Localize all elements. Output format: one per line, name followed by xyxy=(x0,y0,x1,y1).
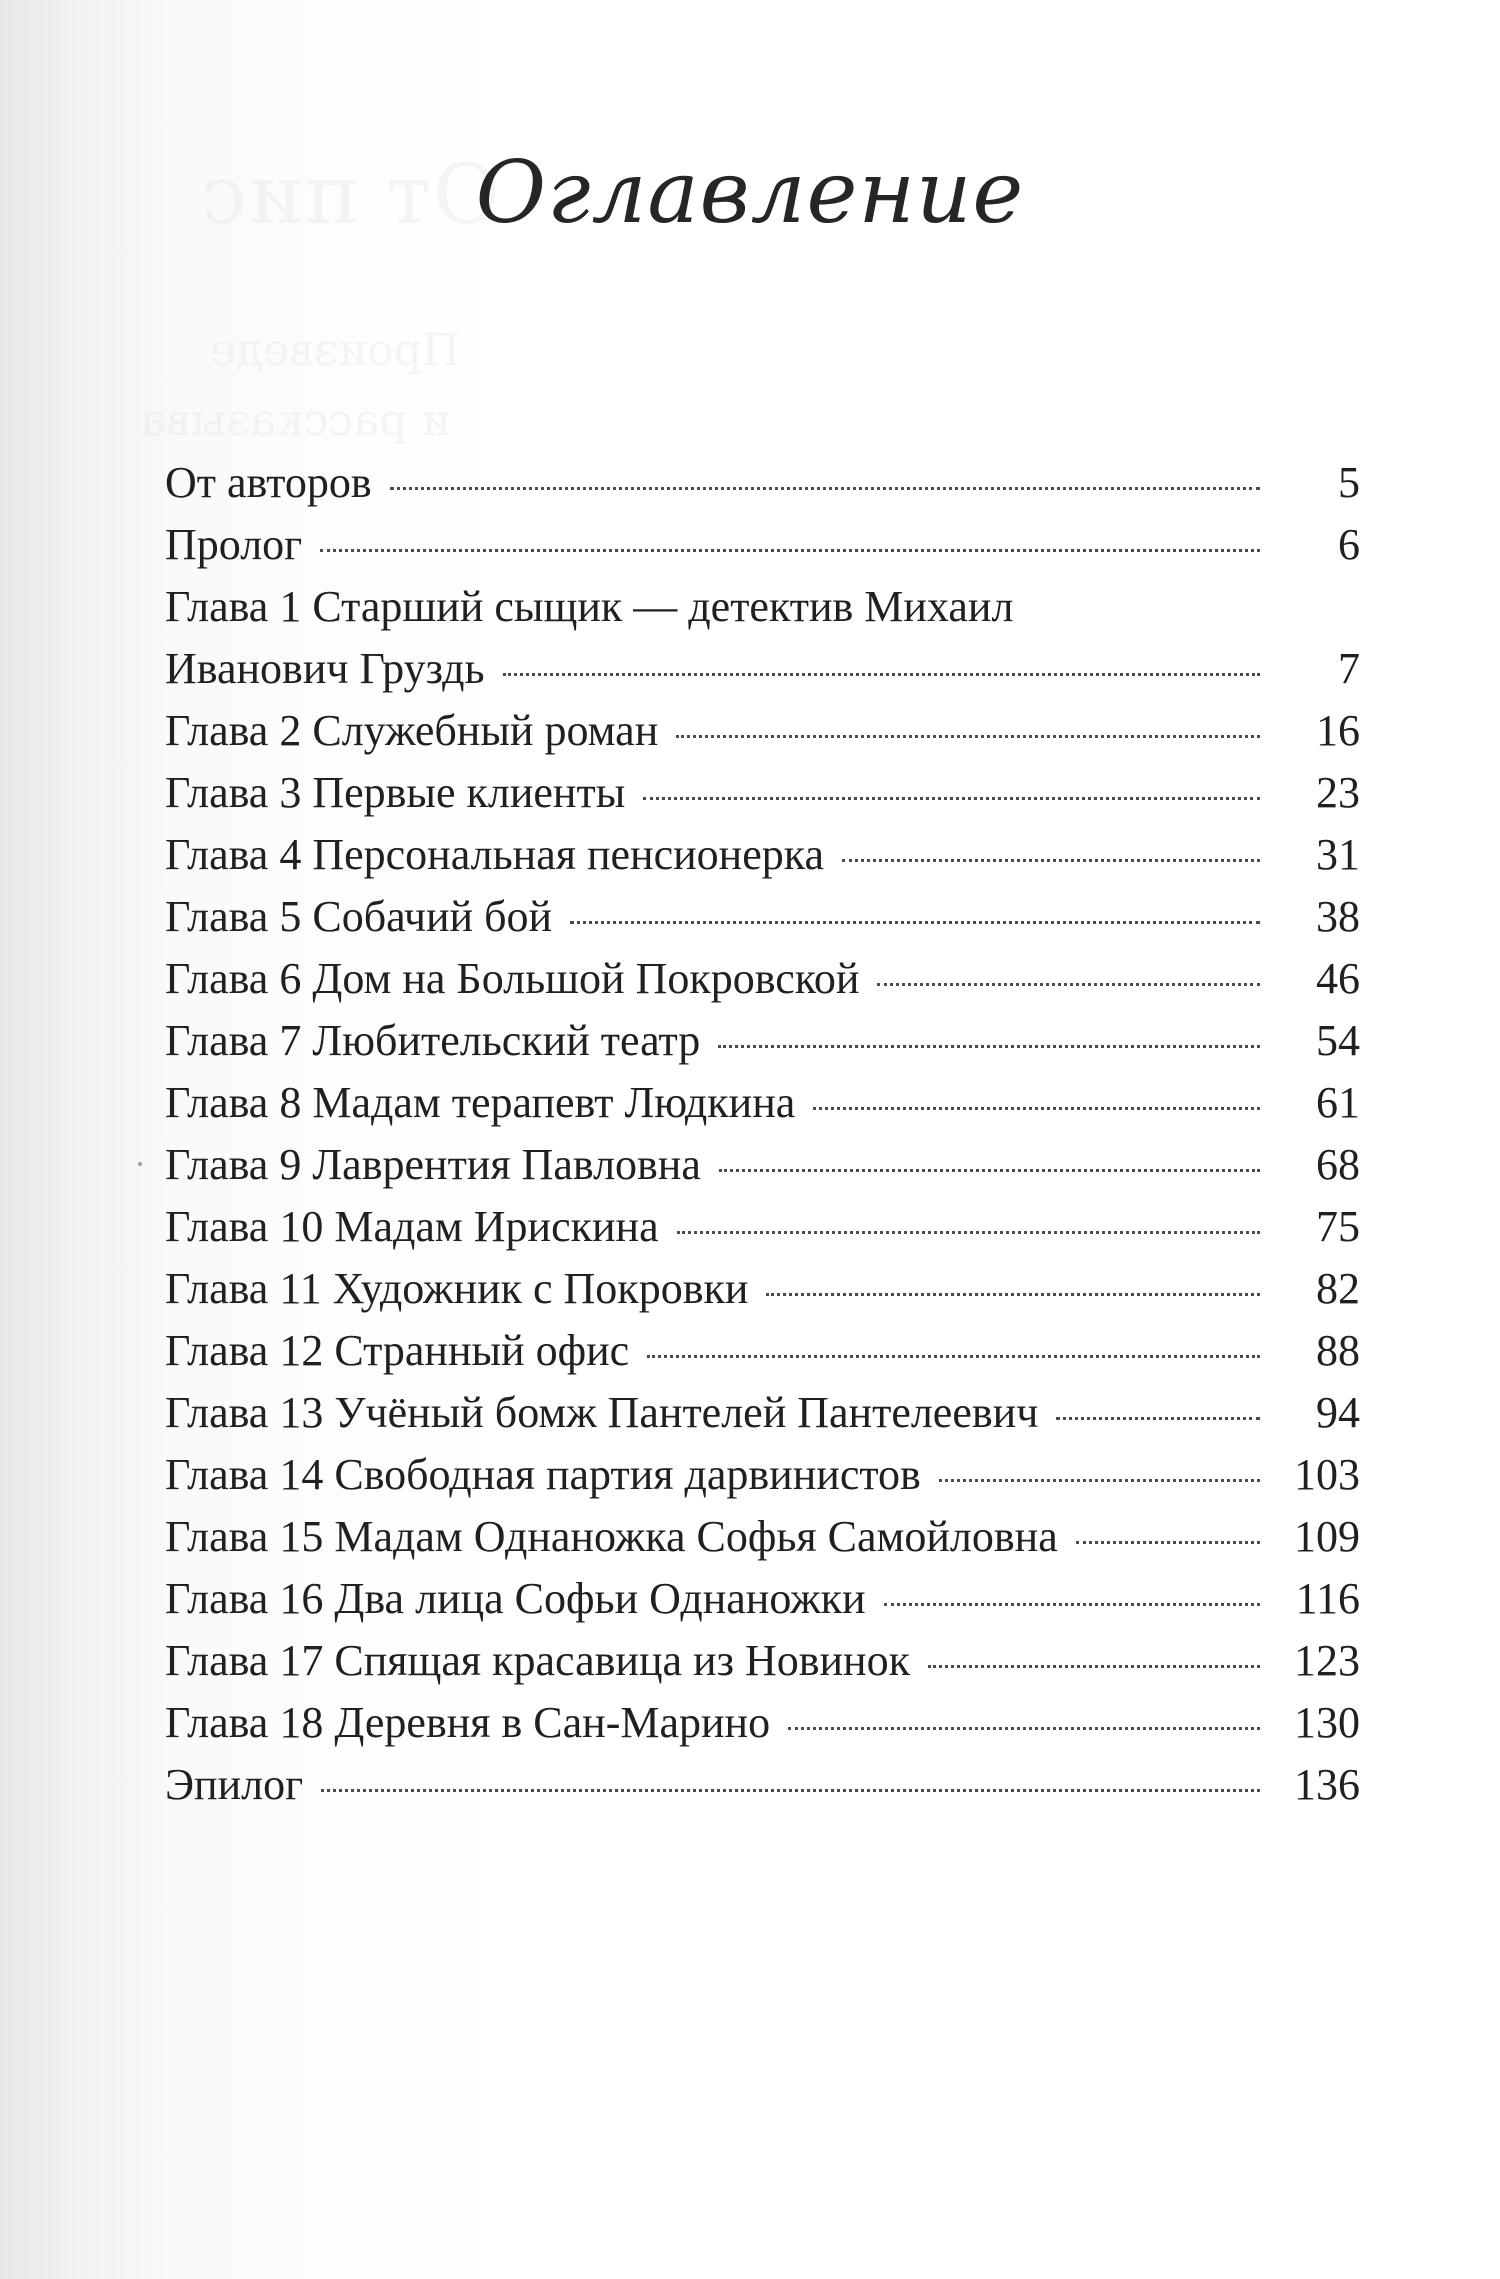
toc-entry-title: Глава 13 Учёный бомж Пантелей Пантелеевич xyxy=(165,1388,1039,1437)
toc-entry-title: Глава 14 Свободная партия дарвинистов xyxy=(165,1450,921,1499)
toc-page-number: 75 xyxy=(1316,1202,1360,1251)
dot-leader xyxy=(643,797,1260,800)
toc-page-number: 6 xyxy=(1338,520,1360,569)
toc-page-number: 88 xyxy=(1316,1326,1360,1375)
toc-entry xyxy=(165,1258,1360,1320)
toc-entry-title: Глава 11 Художник с Покровки xyxy=(165,1264,749,1313)
toc-entry xyxy=(165,452,1360,514)
toc-page-number: 68 xyxy=(1316,1140,1360,1189)
toc-entry-title: Глава 5 Собачий бой xyxy=(165,892,552,941)
toc-page-number: 103 xyxy=(1294,1450,1360,1499)
toc-entry-title: Глава 7 Любительский театр xyxy=(165,1016,701,1065)
dot-leader xyxy=(503,673,1260,676)
dot-leader xyxy=(390,487,1260,490)
toc-page-number: 16 xyxy=(1316,706,1360,755)
toc-page-number: 7 xyxy=(1338,644,1360,693)
toc-entry xyxy=(165,1320,1360,1382)
toc-entry-title: Глава 6 Дом на Большой Покровской xyxy=(165,954,860,1003)
show-through-line: Произведе xyxy=(210,325,461,376)
dot-leader xyxy=(677,1231,1260,1234)
dot-leader xyxy=(884,1603,1260,1606)
toc-page-number: 116 xyxy=(1295,1574,1360,1623)
toc-entry-title: Глава 2 Служебный роман xyxy=(165,706,659,755)
toc-entry xyxy=(165,576,1360,638)
dot-leader xyxy=(718,1045,1260,1048)
toc-entry xyxy=(165,638,1360,700)
toc-entry xyxy=(165,1630,1360,1692)
toc-entry-title: Глава 10 Мадам Ирискина xyxy=(165,1202,659,1251)
toc-page-number: 136 xyxy=(1294,1760,1360,1809)
show-through-line: и рассказыва xyxy=(140,395,451,446)
toc-entry-title: Эпилог xyxy=(165,1760,304,1809)
toc-page-number: 130 xyxy=(1294,1698,1360,1747)
toc-entry-title: Глава 8 Мадам терапевт Людкина xyxy=(165,1078,796,1127)
toc-page-number: 23 xyxy=(1316,768,1360,817)
dot-leader xyxy=(321,1789,1260,1792)
toc-entry-title: Глава 16 Два лица Софьи Однаножки xyxy=(165,1574,866,1623)
toc-page-number: 54 xyxy=(1316,1016,1360,1065)
toc-entry xyxy=(165,1134,1360,1196)
toc-entry xyxy=(165,1010,1360,1072)
toc-entry xyxy=(165,1568,1360,1630)
toc-page-number: 109 xyxy=(1294,1512,1360,1561)
toc-entry-title: Глава 9 Лаврентия Павловна xyxy=(165,1140,701,1189)
toc-entry-title: Глава 4 Персональная пенсионерка xyxy=(165,830,824,879)
dot-leader xyxy=(1076,1541,1260,1544)
dot-leader xyxy=(939,1479,1260,1482)
dot-leader xyxy=(928,1665,1260,1668)
toc-entry xyxy=(165,1382,1360,1444)
toc-entry xyxy=(165,1506,1360,1568)
dot-leader xyxy=(320,549,1260,552)
dot-leader xyxy=(813,1107,1260,1110)
dot-leader xyxy=(842,859,1260,862)
toc-entry xyxy=(165,700,1360,762)
toc-entry xyxy=(165,1072,1360,1134)
toc-page-number: 61 xyxy=(1316,1078,1360,1127)
toc-entry-title: Глава 17 Спящая красавица из Новинок xyxy=(165,1636,910,1685)
dot-leader xyxy=(766,1293,1260,1296)
toc-entry-title: Глава 18 Деревня в Сан-Марино xyxy=(165,1698,771,1747)
toc-entry xyxy=(165,762,1360,824)
page-title: Оглавление xyxy=(475,143,1025,243)
toc-page-number: 82 xyxy=(1316,1264,1360,1313)
toc-entry xyxy=(165,824,1360,886)
toc-entry xyxy=(165,1754,1360,1816)
dot-leader xyxy=(570,921,1260,924)
toc-entry xyxy=(165,514,1360,576)
toc-page-number: 94 xyxy=(1316,1388,1360,1437)
toc-entry xyxy=(165,1692,1360,1754)
toc-entry xyxy=(165,1444,1360,1506)
dot-leader xyxy=(719,1169,1260,1172)
toc-entry-title: От авторов xyxy=(165,458,372,507)
toc-page-number: 5 xyxy=(1338,458,1360,507)
toc-entry xyxy=(165,886,1360,948)
toc-entry xyxy=(165,1196,1360,1258)
toc-entry-title: Глава 12 Странный офис xyxy=(165,1326,630,1375)
toc-page-number: 31 xyxy=(1316,830,1360,879)
dot-leader xyxy=(1056,1417,1260,1420)
toc-page-number: 123 xyxy=(1294,1636,1360,1685)
toc-page-number: 38 xyxy=(1316,892,1360,941)
dot-leader xyxy=(676,735,1260,738)
dot-leader xyxy=(877,983,1260,986)
toc-entry xyxy=(165,948,1360,1010)
paper-speck xyxy=(138,1162,142,1166)
toc-page-number: 46 xyxy=(1316,954,1360,1003)
dot-leader xyxy=(788,1727,1260,1730)
show-through-heading: От пис xyxy=(200,148,500,243)
toc-entry-title: Глава 1 Старший сыщик — детектив Михаил xyxy=(165,582,1014,631)
toc-entry-title: Глава 15 Мадам Однаножка Софья Самойловна xyxy=(165,1512,1058,1561)
toc-entry-title: Пролог xyxy=(165,520,303,569)
toc-entry-title: Глава 3 Первые клиенты xyxy=(165,768,626,817)
toc-entry-title: Иванович Груздь xyxy=(165,644,485,693)
table-of-contents xyxy=(165,452,1360,1816)
dot-leader xyxy=(647,1355,1260,1358)
